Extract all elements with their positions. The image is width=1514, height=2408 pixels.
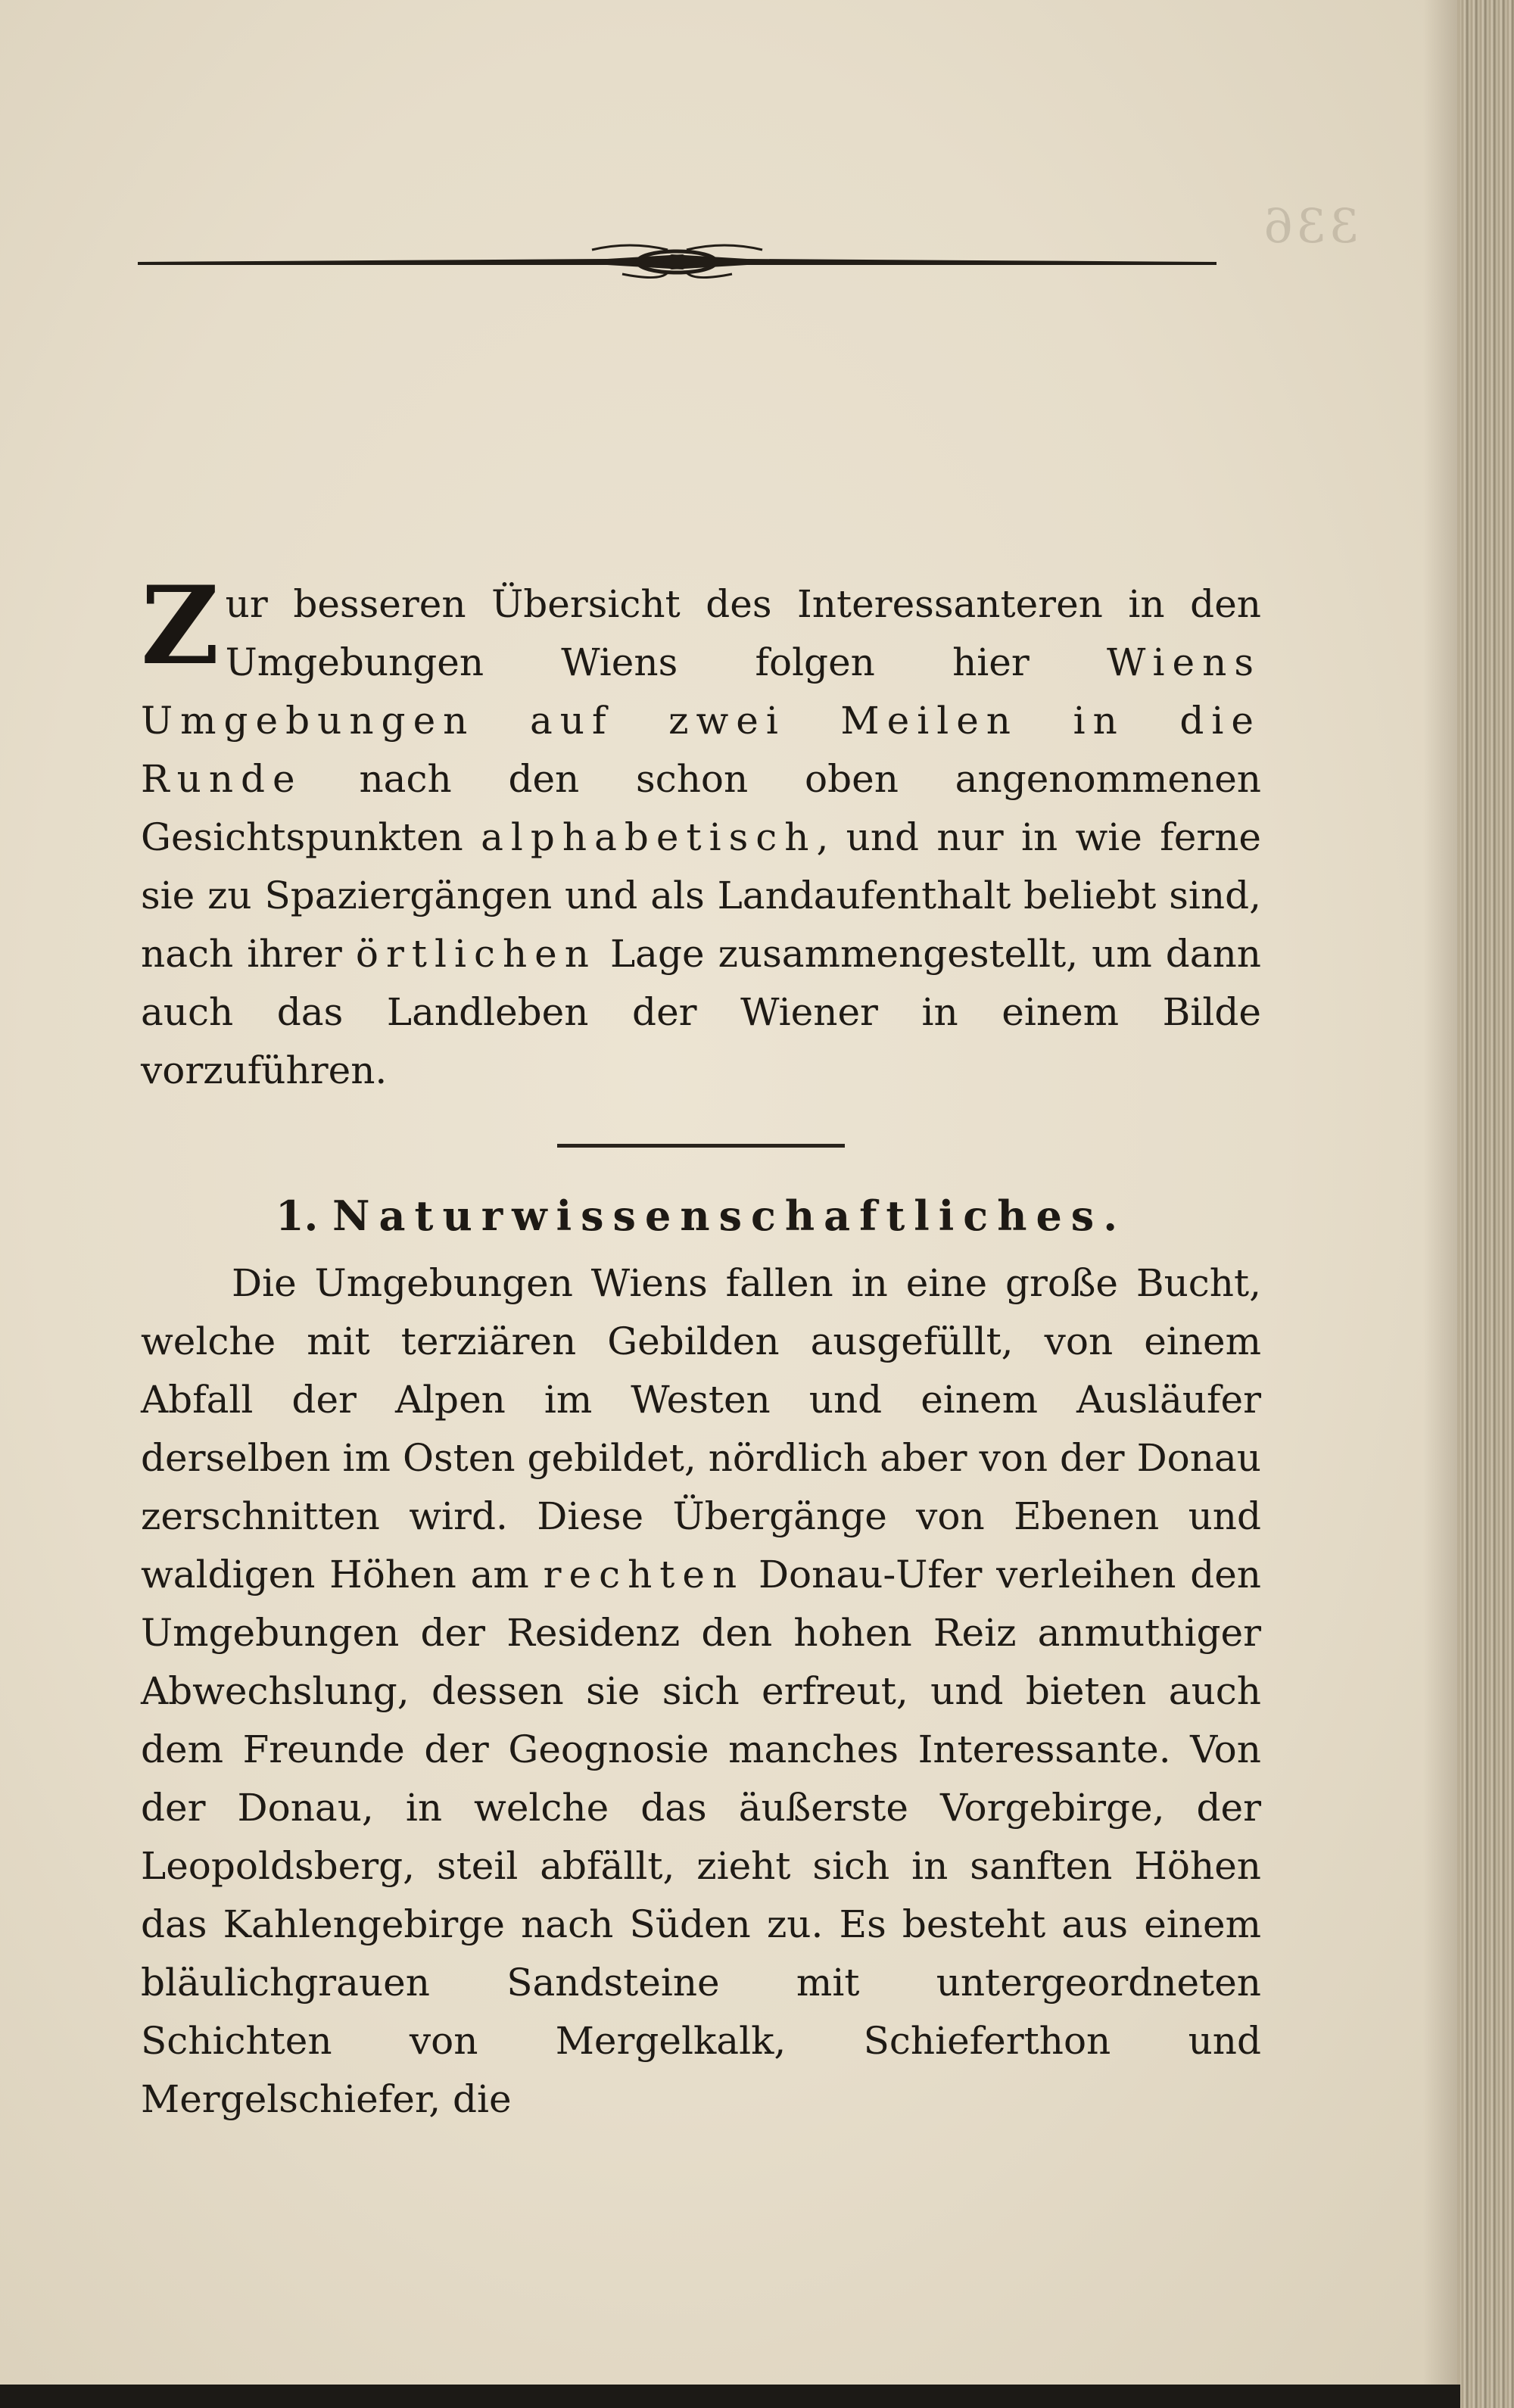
gutter-shadow [1423,0,1457,2385]
section-title: Naturwissenschaftliches. [332,1192,1127,1240]
body-paragraph [141,1254,1261,2129]
body-text-2: Donau-Ufer verleihen den Umgebungen der Residenz den hohen Reiz anmuthiger Abwechslung, dessen sie sich erfreut, und bieten auch dem Freunde der Geognosie manches Interessante. Von der Donau, in welche das äußerste Vorgebirge, der Leopoldsberg, steil abfällt, zieht sich in sanften Höhen das Kahlengebirge nach Süden zu. Es besteht aus einem bläulichgrauen Sandsteine mit untergeordneten Schichten von Mergelkalk, Schieferthon und Mergelschiefer, die [141,1553,1261,2121]
section-divider [557,1144,845,1148]
intro-spaced-3: örtlichen [355,932,597,976]
drop-cap: Z [141,563,220,689]
intro-text-4: Lage zusammengestellt, um dann auch das Landleben der Wiener in einem Bilde vorzuführen. [141,932,1262,1092]
intro-text-2: nach den schon oben angenommenen Gesichtspunkten [141,757,1261,859]
intro-text-3: , und nur in wie ferne sie zu Spaziergängen und als Landaufenthalt beliebt sind, nach ihrer [141,815,1261,976]
page-edges [1460,0,1514,2408]
intro-spaced-2: alphabetisch [481,815,817,859]
section-heading [141,1187,1261,1245]
page-number-bleed-through: 336 [1260,198,1360,254]
intro-text-1: ur besseren Übersicht des Interessanteren in den Umgebungen Wiens folgen hier [225,582,1261,684]
main-text [141,563,1262,2129]
intro-spaced-1: Wiens Umgebungen auf zwei Meilen in die Runde [141,640,1261,801]
ornamental-header-rule [138,227,1216,288]
intro-paragraph [141,563,1262,1100]
body-text-1: Die Umgebungen Wiens fallen in eine große Bucht, welche mit terziären Gebilden ausgefüllt, von einem Abfall der Alpen im Westen und einem Ausläufer derselben im Osten gebildet, nördlich aber von der Donau zerschnitten wird. Diese Übergänge von Ebenen und waldigen Höhen am [141,1261,1261,1597]
section-number: 1. [275,1192,319,1240]
body-spaced-1: rechten [543,1553,745,1597]
